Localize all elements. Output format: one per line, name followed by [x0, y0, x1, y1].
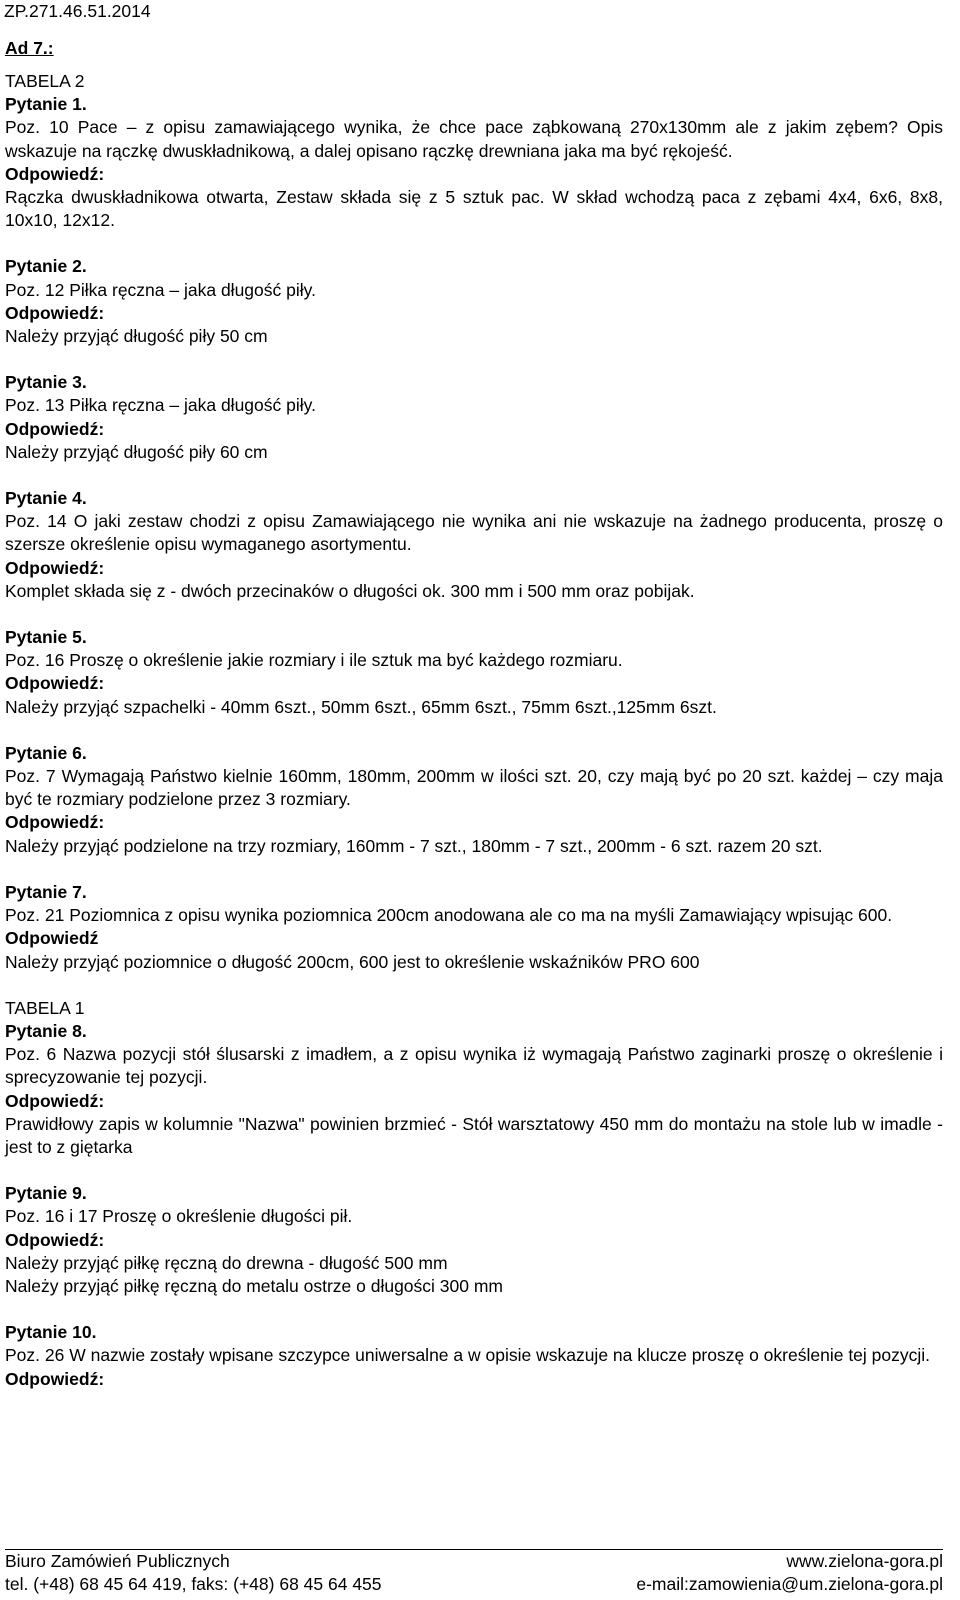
question-title: Pytanie 1. [5, 94, 87, 115]
question-block [5, 742, 943, 858]
answer-label: Odpowiedź: [5, 812, 105, 833]
question-title: Pytanie 6. [5, 742, 87, 763]
answer-label: Odpowiedź: [5, 673, 105, 694]
answer-text: Prawidłowy zapis w kolumnie "Nazwa" powinien brzmieć - Stół warsztatowy 450 mm do montażu na stole lub w imadle - jest to z giętarka [5, 1113, 943, 1157]
spacer [5, 1159, 943, 1182]
answer-text: Należy przyjąć piłkę ręczną do metalu ostrze o długości 300 mm [5, 1275, 503, 1296]
spacer [5, 603, 943, 626]
spacer [5, 348, 943, 371]
question-title: Pytanie 8. [5, 1020, 87, 1041]
ad-heading: Ad 7.: [5, 38, 54, 58]
question-title: Pytanie 2. [5, 256, 87, 277]
question-title: Pytanie 5. [5, 627, 87, 648]
answer-text: Rączka dwuskładnikowa otwarta, Zestaw składa się z 5 sztuk pac. W skład wchodzą paca z zębami 4x4, 6x6, 8x8, 10x10, 12x12. [5, 187, 943, 231]
answer-label: Odpowiedź: [5, 557, 105, 578]
question-text: Poz. 10 Pace – z opisu zamawiającego wynika, że chce pace ząbkowaną 270x130mm ale z jakim zębem? Opis wskazuje na rączkę dwuskładnikową, a dalej opisano rączkę drewniana jaka ma być rękojeść. [5, 117, 943, 161]
answer-text: Należy przyjąć podzielone na trzy rozmiary, 160mm - 7 szt., 180mm - 7 szt., 200mm - 6 szt. razem 20 szt. [5, 835, 823, 856]
question-title: Pytanie 10. [5, 1322, 97, 1343]
answer-label: Odpowiedź: [5, 163, 105, 184]
question-text: Poz. 21 Poziomnica z opisu wynika poziomnica 200cm anodowana ale co ma na myśli Zamawiający wpisując 600. [5, 905, 893, 926]
footer-office: Biuro Zamówień Publicznych [5, 1551, 230, 1571]
footer-email[interactable]: e-mail:zamowienia@um.zielona-gora.pl [636, 1574, 943, 1594]
question-text: Poz. 26 W nazwie zostały wpisane szczypce uniwersalne a w opisie wskazuje na klucze proszę o określenie tej pozycji. [5, 1345, 931, 1366]
question-block [5, 371, 943, 464]
question-title: Pytanie 4. [5, 488, 87, 509]
question-block [5, 626, 943, 719]
footer-website[interactable]: www.zielona-gora.pl [786, 1551, 943, 1571]
spacer [5, 858, 943, 881]
question-title: Pytanie 9. [5, 1183, 87, 1204]
question-block [5, 1020, 943, 1159]
question-text: Poz. 7 Wymagają Państwo kielnie 160mm, 180mm, 200mm w ilości szt. 20, czy mają być po 20 szt. każdej – czy maja być te rozmiary podzielone przez 3 rozmiary. [5, 766, 943, 810]
document-number: ZP.271.46.51.2014 [4, 1, 151, 21]
table-heading: TABELA 1 [5, 997, 85, 1018]
answer-text: Komplet składa się z - dwóch przecinaków o długości ok. 300 mm i 500 mm oraz pobijak. [5, 580, 695, 601]
question-text: Poz. 12 Piłka ręczna – jaka długość piły. [5, 279, 316, 300]
spacer [5, 1298, 943, 1321]
answer-text: Należy przyjąć szpachelki - 40mm 6szt., 50mm 6szt., 65mm 6szt., 75mm 6szt.,125mm 6szt. [5, 696, 717, 717]
spacer [5, 464, 943, 487]
answer-label: Odpowiedź: [5, 1229, 105, 1250]
question-block [5, 1182, 943, 1298]
question-block [5, 881, 943, 974]
question-text: Poz. 6 Nazwa pozycji stół ślusarski z imadłem, a z opisu wynika iż wymagają Państwo zaginarki proszę o określenie i sprecyzowanie tej pozycji. [5, 1044, 943, 1088]
document-body [5, 70, 943, 1391]
answer-label: Odpowiedź [5, 928, 99, 949]
footer-phone: tel. (+48) 68 45 64 419, faks: (+48) 68 45 64 455 [5, 1574, 382, 1594]
spacer [5, 232, 943, 255]
answer-label: Odpowiedź: [5, 418, 105, 439]
answer-text: Należy przyjąć długość piły 50 cm [5, 326, 268, 347]
question-title: Pytanie 7. [5, 881, 87, 902]
answer-text: Należy przyjąć długość piły 60 cm [5, 441, 268, 462]
question-text: Poz. 16 i 17 Proszę o określenie długości pił. [5, 1206, 353, 1227]
answer-label: Odpowiedź: [5, 1090, 105, 1111]
spacer [5, 719, 943, 742]
question-text: Poz. 16 Proszę o określenie jakie rozmiary i ile sztuk ma być każdego rozmiaru. [5, 650, 623, 671]
answer-label: Odpowiedź: [5, 1368, 105, 1389]
question-block [5, 1321, 943, 1391]
spacer [5, 974, 943, 997]
question-block [5, 487, 943, 603]
answer-text: Należy przyjąć poziomnice o długość 200cm, 600 jest to określenie wskaźników PRO 600 [5, 951, 700, 972]
question-block [5, 93, 943, 232]
question-text: Poz. 14 O jaki zestaw chodzi z opisu Zamawiającego nie wynika ani nie wskazuje na żadnego producenta, proszę o szersze określenie opisu wymaganego asortymentu. [5, 511, 943, 555]
table-heading: TABELA 2 [5, 71, 85, 91]
answer-text: Należy przyjąć piłkę ręczną do drewna - długość 500 mm [5, 1252, 448, 1273]
question-text: Poz. 13 Piłka ręczna – jaka długość piły. [5, 395, 316, 416]
question-title: Pytanie 3. [5, 372, 87, 393]
question-block [5, 255, 943, 348]
answer-label: Odpowiedź: [5, 302, 105, 323]
footer [5, 1549, 943, 1596]
